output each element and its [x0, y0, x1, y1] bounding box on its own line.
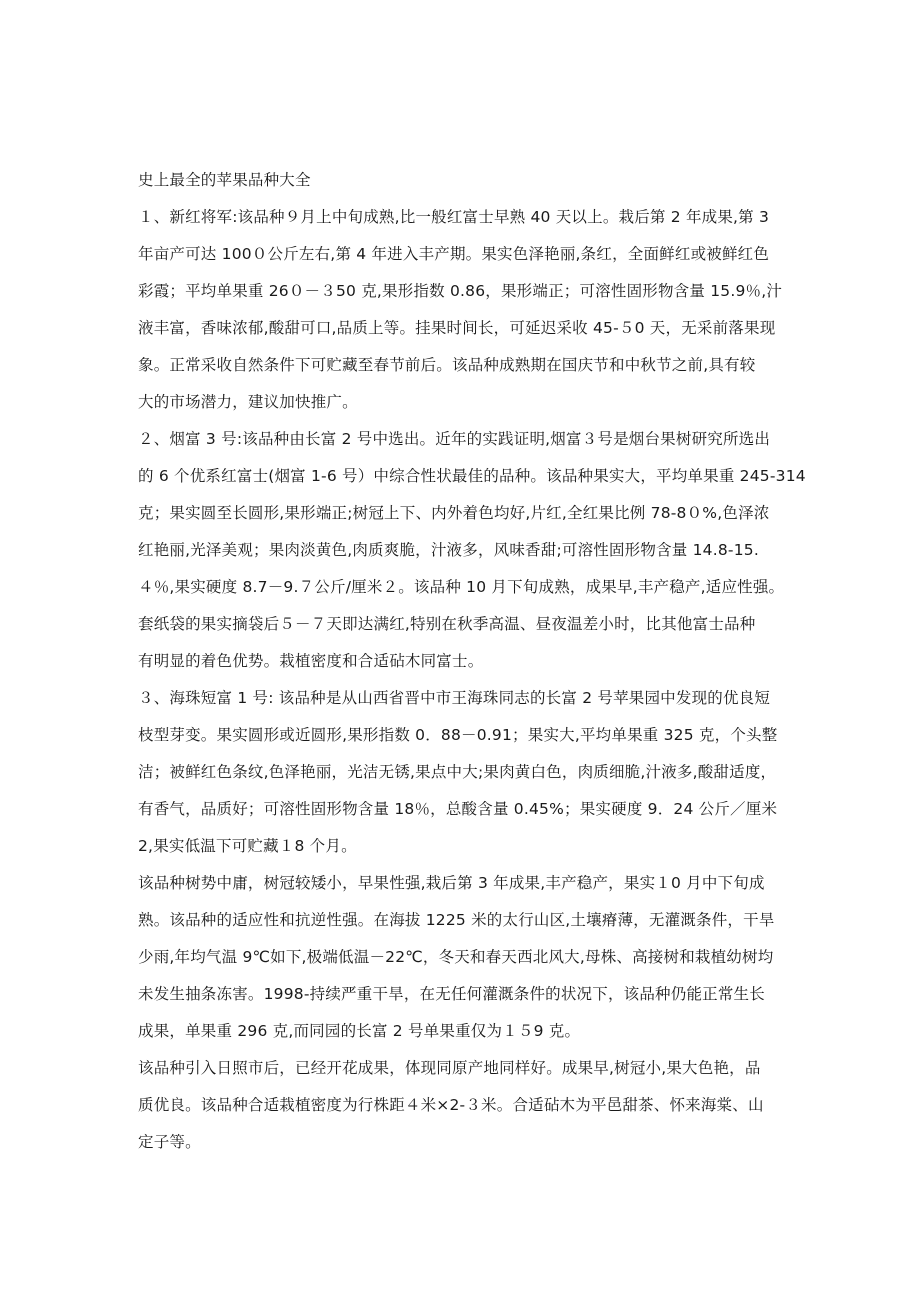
paragraph-5 — [138, 1050, 788, 1161]
text-line: ３、海珠短富 1 号: 该品种是从山西省晋中市王海珠同志的长富 2 号苹果园中发现的优良短 — [138, 689, 771, 707]
text-line: 红艳丽,光泽美观；果肉淡黄色,肉质爽脆，汁液多，风味香甜;可溶性固形物含量 14.8-15. — [138, 541, 759, 559]
text-line: 定子等。 — [138, 1133, 201, 1151]
text-line: 的 6 个优系红富士(烟富 1-6 号）中综合性状最佳的品种。该品种果实大，平均单果重 245-314 — [138, 467, 806, 485]
text-line: 该品种树势中庸，树冠较矮小，早果性强,栽后第 3 年成果,丰产稳产，果实１0 月中下旬成 — [138, 874, 765, 892]
text-line: 2,果实低温下可贮藏１8 个月。 — [138, 837, 357, 855]
text-line: 质优良。该品种合适栽植密度为行株距４米×2-３米。合适砧木为平邑甜茶、怀来海棠、山 — [138, 1096, 764, 1114]
text-line: 克；果实圆至长圆形,果形端正;树冠上下、内外着色均好,片红,全红果比例 78-8０%,色泽浓 — [138, 504, 770, 522]
text-line: １、新红将军:该品种９月上中旬成熟,比一般红富士早熟 40 天以上。栽后第 2 年成果,第 3 — [138, 208, 770, 226]
text-line: 枝型芽变。果实圆形或近圆形,果形指数 0．88－0.91；果实大,平均单果重 325 克，个头整 — [138, 726, 778, 744]
text-line: 该品种引入日照市后，已经开花成果，体现同原产地同样好。成果早,树冠小,果大色艳，品 — [138, 1059, 761, 1077]
text-line: 套纸袋的果实摘袋后５－７天即达满红,特别在秋季高温、昼夜温差小时，比其他富士品种 — [138, 615, 756, 633]
text-line: 洁；被鲜红色条纹,色泽艳丽，光洁无锈,果点中大;果肉黄白色，肉质细脆,汁液多,酸甜适度， — [138, 763, 777, 781]
text-line: 彩霞；平均单果重 26０－３50 克,果形指数 0.86，果形端正；可溶性固形物含量 15.9％,汁 — [138, 282, 783, 300]
paragraph-1 — [138, 199, 788, 421]
document-title: 史上最全的苹果品种大全 — [138, 171, 311, 189]
text-line: 未发生抽条冻害。1998-持续严重干旱，在无任何灌溉条件的状况下，该品种仍能正常生长 — [138, 985, 765, 1003]
document-page — [138, 162, 806, 1161]
text-line: 液丰富，香味浓郁,酸甜可口,品质上等。挂果时间长，可延迟采收 45-５0 天，无采前落果现 — [138, 319, 776, 337]
text-line: 少雨,年均气温 9℃如下,极端低温－22℃，冬天和春天西北风大,母株、高接树和栽植幼树均 — [138, 948, 774, 966]
text-line: 年亩产可达 100０公斤左右,第 4 年进入丰产期。果实色泽艳丽,条红，全面鲜红或被鲜红色 — [138, 245, 770, 263]
text-line: ４％,果实硬度 8.7－9.７公斤/厘米２。该品种 10 月下旬成熟，成果早,丰产稳产,适应性强。 — [138, 578, 785, 596]
paragraph-2 — [138, 421, 806, 680]
text-line: 象。正常采收自然条件下可贮藏至春节前后。该品种成熟期在国庆节和中秋节之前,具有较 — [138, 356, 756, 374]
text-line: 大的市场潜力，建议加快推广。 — [138, 393, 358, 411]
text-line: 熟。该品种的适应性和抗逆性强。在海拔 1225 米的太行山区,土壤瘠薄，无灌溉条件，干旱 — [138, 911, 775, 929]
text-line: 成果，单果重 296 克,而同园的长富 2 号单果重仅为１５9 克。 — [138, 1022, 581, 1040]
text-line: ２、烟富 3 号:该品种由长富 2 号中选出。近年的实践证明,烟富３号是烟台果树研究所选出 — [138, 430, 771, 448]
paragraph-4 — [138, 865, 788, 1050]
text-line: 有明显的着色优势。栽植密度和合适砧木同富士。 — [138, 652, 484, 670]
text-line: 有香气，品质好；可溶性固形物含量 18％，总酸含量 0.45%；果实硬度 9．24 公斤／厘米 — [138, 800, 778, 818]
paragraph-3 — [138, 680, 788, 865]
